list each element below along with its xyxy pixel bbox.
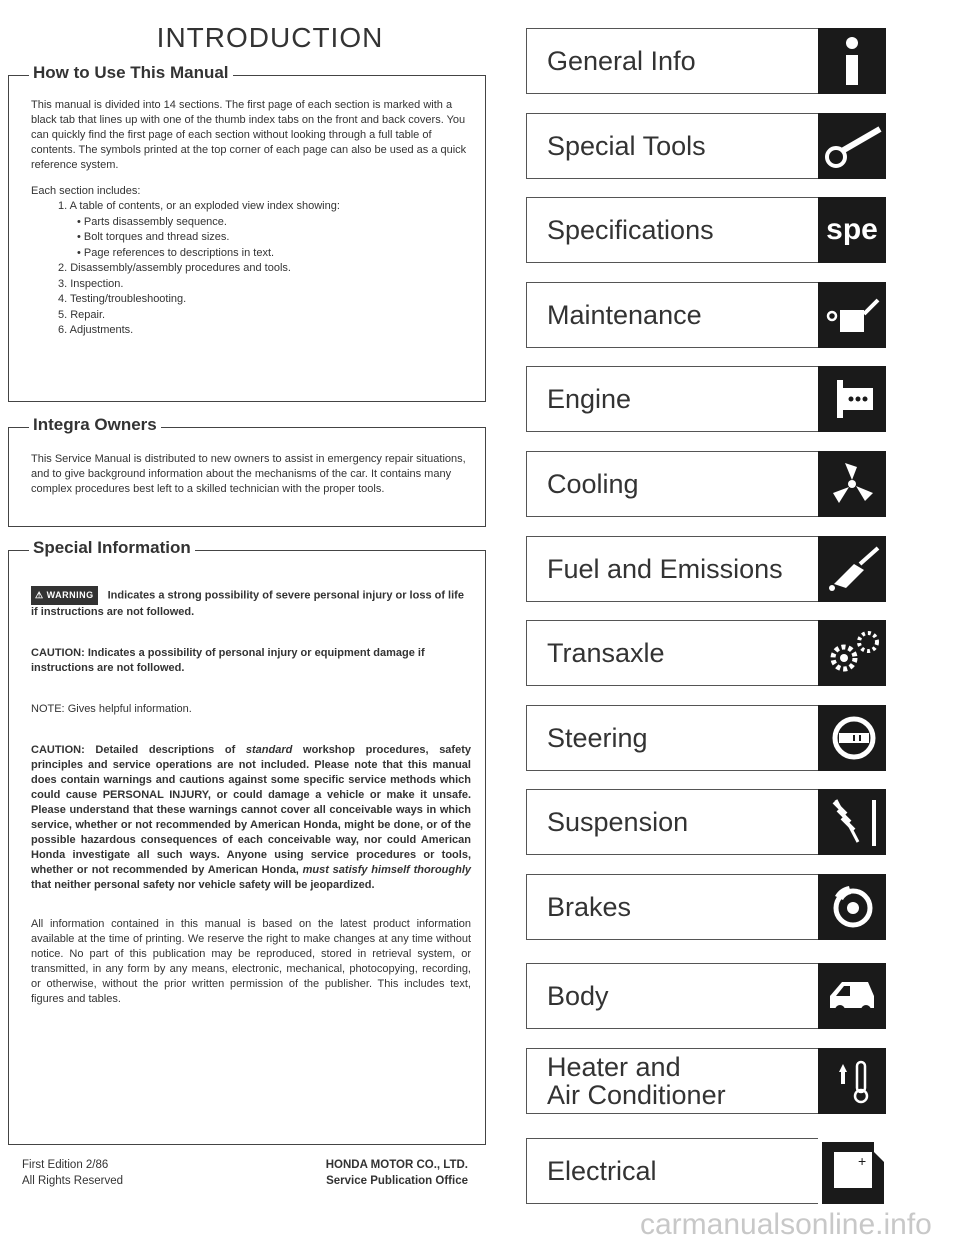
warning-text: Indicates a strong possibility of severe personal injury or loss of life if instructions are not followed.: [31, 589, 464, 618]
special-information-section: [8, 538, 486, 1145]
tab-heater-and-air-conditioner[interactable]: [526, 1048, 886, 1114]
edition: First Edition 2/86: [22, 1159, 109, 1171]
warning-badge: ⚠ WARNING: [31, 586, 98, 605]
edition-info: [22, 1157, 123, 1189]
rights: All Rights Reserved: [22, 1175, 123, 1187]
how-to-use-section: [8, 63, 486, 402]
fan-icon: [818, 451, 886, 517]
spec-icon-text: spe: [826, 213, 878, 246]
tab-label: Transaxle: [547, 638, 665, 668]
list-item: 3. Inspection.: [58, 277, 124, 290]
list-item: • Bolt torques and thread sizes.: [77, 231, 230, 243]
tab-label: Electrical: [547, 1156, 657, 1186]
caution2-text-c: that neither personal safety nor vehicle safety will be jeopardized.: [31, 879, 375, 891]
list-item: • Parts disassembly sequence.: [77, 215, 227, 228]
tab-label: Body: [547, 981, 609, 1011]
how-to-use-heading: How to Use This Manual: [29, 63, 233, 83]
tab-label: [547, 1053, 726, 1109]
tab-cooling[interactable]: [526, 451, 886, 517]
tab-transaxle[interactable]: [526, 620, 886, 686]
note-label: NOTE:: [31, 703, 65, 715]
tab-label: Engine: [547, 384, 632, 414]
watermark: carmanualsonline.info: [640, 1208, 932, 1241]
list-item: 2. Disassembly/assembly procedures and tools.: [58, 262, 291, 274]
fuel-nozzle-icon: [818, 536, 886, 602]
tab-specifications[interactable]: [526, 197, 886, 263]
caution-label: CAUTION:: [31, 647, 85, 659]
tab-fuel-and-emissions[interactable]: [526, 536, 886, 602]
final-paragraph: All information contained in this manual is based on the latest product information available at the time of printing. We reserve the right to make changes at any time without notice. No part of this publication may be reproduced, stored in retrieval system, or transmitted, in any form by any means, electronic, mechanical, photocopying, recording, or otherwise, without the prior written permission of the publisher. This includes text, figures and tables.: [31, 918, 471, 1005]
tab-label-line1: Heater and: [547, 1052, 681, 1082]
section-includes-label: Each section includes:: [31, 185, 141, 197]
caution2-text-b: workshop procedures, safety principles and service operations are not included. Please note that this manual does contain warnings and cautions against some specific service methods which could cause PERSONAL INJURY, or could damage a vehicle or make it unsafe. Please understand that these warnings cannot cover all conceivable ways in which service, whether or not recommended by American Honda, might be done, or of the possible hazardous consequences of each conceivable way, nor could American Honda investigate all such ways. Anyone using service procedures or tools, whether or not recommended by American Honda,: [31, 744, 471, 876]
steering-wheel-icon: [818, 705, 886, 771]
tab-label: Maintenance: [547, 300, 702, 330]
shock-absorber-icon: [818, 789, 886, 855]
tab-label: Cooling: [547, 469, 639, 499]
list-item: 6. Adjustments.: [58, 324, 134, 336]
tab-steering[interactable]: [526, 705, 886, 771]
integra-owners-paragraph: This Service Manual is distributed to new owners to assist in emergency repair situations, and to give background information about the mechanisms of the car. It contains many complex procedures best left to a skilled technician with the proper tools.: [31, 453, 466, 495]
thermometer-icon: [818, 1048, 886, 1114]
caution2-standard: standard: [245, 744, 293, 756]
caution-text: Indicates a possibility of personal injury or equipment damage if instructions are not followed.: [31, 647, 425, 674]
gears-icon: [818, 620, 886, 686]
tab-label: General Info: [547, 46, 696, 76]
integra-owners-section: [8, 415, 486, 527]
how-to-use-paragraph: This manual is divided into 14 sections. The first page of each section is marked with a black tab that lines up with one of the thumb index tabs on the front and back covers. You can quickly find the first page of each section without looking through a full table of contents. The symbols printed at the top corner of each page can also be used as a quick reference system.: [31, 99, 467, 171]
caution2-label: CAUTION:: [31, 744, 85, 756]
company: HONDA MOTOR CO., LTD.: [325, 1159, 468, 1171]
office: Service Publication Office: [326, 1175, 468, 1187]
caution2-must: must satisfy himself thoroughly: [302, 864, 472, 876]
list-item: • Page references to descriptions in text.: [77, 246, 275, 259]
warning-badge-label: WARNING: [46, 590, 94, 600]
spec-icon: [818, 197, 886, 263]
svg-text:+: +: [858, 1153, 867, 1169]
battery-icon: [818, 1138, 886, 1204]
info-icon: [818, 28, 886, 94]
tab-label: Fuel and Emissions: [547, 554, 783, 584]
oil-can-icon: [818, 282, 886, 348]
tab-maintenance[interactable]: [526, 282, 886, 348]
wrench-icon: [818, 113, 886, 179]
tab-label: Special Tools: [547, 131, 706, 161]
publisher-info: [290, 1157, 468, 1189]
tab-label: Suspension: [547, 807, 689, 837]
tab-label: Brakes: [547, 892, 632, 922]
tab-label: Specifications: [547, 215, 714, 245]
page-title: INTRODUCTION: [156, 22, 384, 53]
car-body-icon: [818, 963, 886, 1029]
note-text: Gives helpful information.: [67, 703, 192, 715]
tab-brakes[interactable]: [526, 874, 886, 940]
tab-general-info[interactable]: [526, 28, 886, 94]
tab-body[interactable]: [526, 963, 886, 1029]
tab-engine[interactable]: [526, 366, 886, 432]
brake-disc-icon: [818, 874, 886, 940]
tab-special-tools[interactable]: [526, 113, 886, 179]
engine-icon: [818, 366, 886, 432]
list-item: 5. Repair.: [58, 308, 106, 321]
integra-owners-heading: Integra Owners: [29, 415, 161, 435]
tab-label: Steering: [547, 723, 648, 753]
list-item: 4. Testing/troubleshooting.: [58, 293, 187, 305]
tab-electrical[interactable]: [526, 1138, 886, 1204]
caution2-text-a: Detailed descriptions of: [95, 744, 236, 756]
special-information-heading: Special Information: [29, 538, 195, 558]
tab-label-line2: Air Conditioner: [547, 1080, 726, 1110]
tab-suspension[interactable]: [526, 789, 886, 855]
list-item: 1. A table of contents, or an exploded view index showing:: [58, 200, 340, 212]
